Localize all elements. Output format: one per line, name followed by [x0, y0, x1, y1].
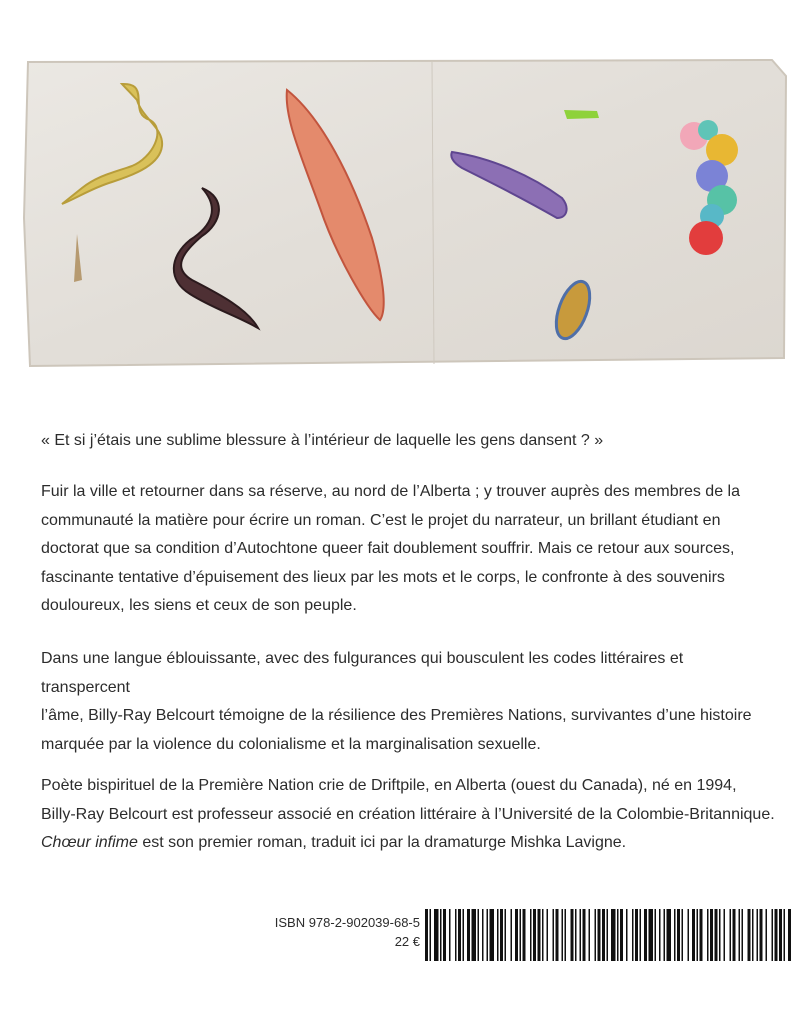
barcode-bar: [688, 909, 690, 961]
barcode-bar: [490, 909, 495, 961]
barcode-bar: [632, 909, 634, 961]
barcode-bar: [649, 909, 654, 961]
barcode-bar: [697, 909, 699, 961]
barcode-bar: [520, 909, 522, 961]
barcode-bar: [617, 909, 619, 961]
synopsis-line: communauté la matière pour écrire un roman. C’est le projet du narrateur, un brillant étudiant en: [41, 511, 721, 529]
barcode-bar: [607, 909, 609, 961]
barcode-bar: [455, 909, 457, 961]
praise-line: marquée par la violence du colonialisme et la marginalisation sexuelle.: [41, 735, 541, 753]
barcode-bar: [626, 909, 628, 961]
barcode-bar: [440, 909, 442, 961]
barcode-bar: [659, 909, 661, 961]
barcode-bar: [589, 909, 591, 961]
barcode-bar: [425, 909, 428, 961]
barcode-bar: [463, 909, 465, 961]
barcode-bar: [730, 909, 732, 961]
synopsis-paragraph: [41, 478, 776, 621]
barcode-bar: [760, 909, 763, 961]
barcode-bar: [487, 909, 489, 961]
barcode-bar: [533, 909, 536, 961]
synopsis-line: doctorat que sa condition d’Autochtone queer fait doublement souffrir. Mais ce retour aux sources,: [41, 540, 735, 557]
barcode-bar: [434, 909, 439, 961]
barcode-bar: [655, 909, 657, 961]
barcode-bar: [635, 909, 638, 961]
barcode-bar: [500, 909, 503, 961]
barcode-bar: [449, 909, 451, 961]
barcode-bar: [478, 909, 480, 961]
barcode-bar: [739, 909, 741, 961]
barcode-bar: [710, 909, 713, 961]
barcode-bar: [538, 909, 541, 961]
barcode-bar: [784, 909, 786, 961]
quote-text: [41, 427, 776, 456]
barcode-bar: [742, 909, 744, 961]
barcode-bar: [674, 909, 676, 961]
barcode-bar: [733, 909, 736, 961]
barcode-bar: [497, 909, 499, 961]
cover-artwork: [22, 58, 787, 368]
barcode-bar: [664, 909, 666, 961]
barcode-bar: [602, 909, 605, 961]
barcode-bar: [748, 909, 751, 961]
price-label: 22 €: [394, 934, 420, 949]
synopsis-line: douloureux, les siens et ceux de son peuple.: [41, 597, 357, 614]
bio-line-3: [41, 829, 776, 858]
barcode-bar: [562, 909, 564, 961]
barcode-bar: [611, 909, 616, 961]
barcode-bar: [757, 909, 759, 961]
barcode-bar: [700, 909, 703, 961]
barcode-bar: [443, 909, 446, 961]
bio-line: Poète bispirituel de la Première Nation crie de Driftpile, en Alberta (ouest du Canada), né en 1994,: [41, 777, 737, 794]
barcode-bar: [580, 909, 582, 961]
barcode-bar: [595, 909, 597, 961]
barcode-bar: [766, 909, 768, 961]
barcode-bar: [467, 909, 470, 961]
barcode-bar: [430, 909, 432, 961]
barcode-bar: [598, 909, 601, 961]
barcode-bar: [571, 909, 574, 961]
barcode-bar: [692, 909, 695, 961]
barcode-bar: [542, 909, 544, 961]
bio-line-rest: est son premier roman, traduit ici par la dramaturge Mishka Lavigne.: [137, 834, 627, 851]
barcode-bar: [772, 909, 774, 961]
barcode-bar: [472, 909, 477, 961]
barcode-bar: [556, 909, 559, 961]
barcode-icon: [425, 909, 791, 961]
barcode-bar: [719, 909, 721, 961]
barcode-bar: [682, 909, 684, 961]
barcode-bar: [667, 909, 672, 961]
synopsis-line: fascinante tentative d’épuisement des lieux par les mots et le corps, le confronte à des souvenirs: [41, 568, 725, 586]
green-stitch-shape: [564, 110, 599, 119]
barcode-bar: [677, 909, 680, 961]
barcode-bar: [775, 909, 778, 961]
praise-line: Dans une langue éblouissante, avec des fulgurances qui bousculent les codes littéraires et transpercent: [41, 650, 684, 696]
isbn-label: ISBN 978-2-902039-68-5: [274, 915, 420, 930]
barcode-bar: [583, 909, 586, 961]
barcode-bar: [530, 909, 532, 961]
praise-paragraph: [41, 645, 776, 759]
barcode-bar: [482, 909, 484, 961]
barcode-bar: [788, 909, 791, 961]
barcode-bar: [644, 909, 647, 961]
bio-line: Billy-Ray Belcourt est professeur associé en création littéraire à l’Université de la Colombie-Britannique.: [41, 805, 775, 823]
barcode-bar: [553, 909, 555, 961]
barcode-bar: [523, 909, 526, 961]
barcode-bar: [505, 909, 507, 961]
praise-line: l’âme, Billy-Ray Belcourt témoigne de la résilience des Premières Nations, survivantes d’une histoire: [41, 707, 752, 724]
barcode-bar: [707, 909, 709, 961]
synopsis-line: Fuir la ville et retourner dans sa réserve, au nord de l’Alberta ; y trouver auprès des membres de la: [41, 483, 740, 500]
barcode-bar: [779, 909, 782, 961]
barcode-bar: [547, 909, 549, 961]
pompom-red: [689, 221, 723, 255]
barcode-bar: [565, 909, 567, 961]
quote-line: « Et si j’étais une sublime blessure à l’intérieur de laquelle les gens dansent ? »: [41, 432, 604, 449]
barcode-bar: [620, 909, 623, 961]
barcode-bar: [515, 909, 518, 961]
author-bio: [41, 772, 776, 858]
barcode-bar: [752, 909, 754, 961]
book-title: Chœur infime: [41, 834, 138, 851]
barcode-bar: [724, 909, 726, 961]
barcode-bar: [640, 909, 642, 961]
barcode-bar: [458, 909, 461, 961]
barcode-bar: [575, 909, 577, 961]
barcode-bar: [511, 909, 513, 961]
barcode-bar: [715, 909, 718, 961]
